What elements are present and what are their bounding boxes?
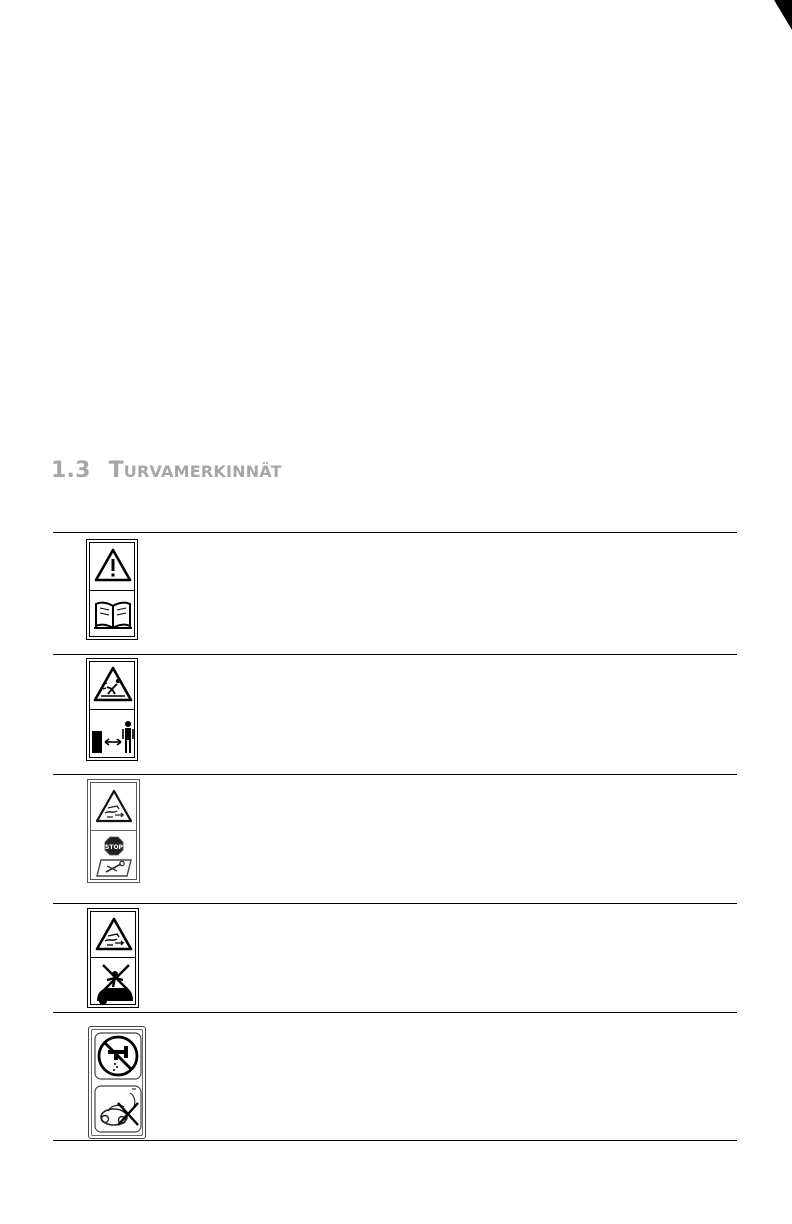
safety-label-row <box>53 1012 737 1141</box>
safety-label-row <box>53 774 737 903</box>
warning-triangle-icon <box>94 547 132 583</box>
section-title-initial: T <box>108 458 124 483</box>
safety-decal <box>86 539 138 640</box>
safety-label-row <box>53 654 737 774</box>
maintenance-manual-icon <box>95 858 133 878</box>
rotating-blades-warning-icon <box>95 916 133 952</box>
safety-decal <box>86 658 138 761</box>
corner-marker-icon <box>770 0 792 30</box>
thrown-objects-warning-icon <box>93 665 133 703</box>
section-heading <box>51 458 282 483</box>
stop-sign-icon <box>104 836 124 856</box>
no-lifting-mower-icon <box>94 1085 142 1133</box>
read-manual-icon <box>93 598 133 632</box>
keep-distance-icon <box>90 715 136 755</box>
rotating-blades-warning-icon <box>95 788 133 824</box>
safety-label-row <box>53 532 737 654</box>
safety-decal <box>87 908 139 1008</box>
section-number: 1.3 <box>51 458 91 483</box>
no-riding-icon <box>93 961 135 1005</box>
safety-decal <box>87 779 140 883</box>
section-title-rest: URVAMERKINNÄT <box>123 462 282 481</box>
safety-decal <box>88 1026 146 1139</box>
no-water-hose-icon <box>94 1032 142 1080</box>
stop-sign-text: STOP <box>105 843 123 851</box>
safety-label-row <box>53 903 737 1012</box>
safety-labels-table <box>53 532 737 1141</box>
